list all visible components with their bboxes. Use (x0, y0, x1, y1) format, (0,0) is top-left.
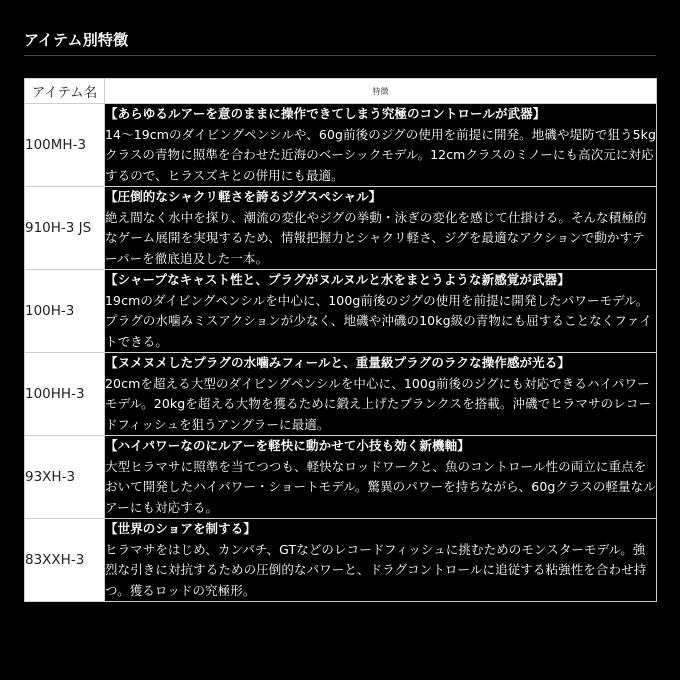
feature-cell (105, 104, 657, 187)
table-row (25, 187, 657, 270)
table-row (25, 353, 657, 436)
heading-divider (24, 55, 656, 56)
feature-lead: 【シャープなキャスト性と、プラグがヌルヌルと水をまとうような新感覚が武器】 (105, 272, 570, 287)
page-title: アイテム別特徴 (24, 31, 129, 49)
table-row (25, 519, 657, 602)
feature-body: 20cmを超える大型のダイビングペンシルを中心に、100g前後のジグにも対応できるハイパワーモデル。20kgを超える大物を獲るために鍛え上げたブランクスを搭載。沖磯でヒラマサのレコードフィッシュを狙うアングラーに最適。 (105, 375, 652, 432)
table-row (25, 104, 657, 187)
table-header-row (25, 79, 657, 104)
feature-lead: 【世界のショアを制する】 (105, 521, 256, 536)
feature-cell (105, 353, 657, 436)
item-name-cell: 100MH-3 (25, 104, 105, 187)
feature-cell (105, 436, 657, 519)
feature-lead: 【圧倒的なシャクリ軽さを誇るジグスペシャル】 (105, 189, 382, 204)
feature-cell (105, 519, 657, 602)
table-row (25, 436, 657, 519)
feature-body: 大型ヒラマサに照準を当てつつも、軽快なロッドワークと、魚のコントロール性の両立に重点をおいて開発したハイパワー・ショートモデル。驚異のパワーを持ちながら、60gクラスの軽量なルアーにも対応する。 (105, 458, 656, 515)
feature-body: 絶え間なく水中を探り、潮流の変化やジグの挙動・泳ぎの変化を感じて仕掛ける。そんな積極的なゲーム展開を実現するため、情報把握力とシャクリ軽さ、ジグを最適なアクションで動かすテーパーを徹底追及した一本。 (105, 209, 647, 266)
feature-lead: 【ハイパワーなのにルアーを軽快に動かせて小技も効く新機軸】 (105, 438, 470, 453)
feature-cell (105, 187, 657, 270)
feature-body: ヒラマサをはじめ、カンパチ、GTなどのレコードフィッシュに挑むためのモンスターモデル。強烈な引きに対抗するための圧倒的なパワーと、ドラグコントロールに追従する粘強性を合わせ持つ。獲るロッドの究極形。 (105, 541, 647, 598)
item-name-cell: 93XH-3 (25, 436, 105, 519)
feature-lead: 【ヌメヌメしたプラグの水噛みフィールと、重量級プラグのラクな操作感が光る】 (105, 355, 570, 370)
feature-lead: 【あらゆるルアーを意のままに操作できてしまう究極のコントロールが武器】 (105, 106, 546, 121)
column-header-feature: 特徴 (105, 79, 657, 104)
item-name-cell: 100H-3 (25, 270, 105, 353)
item-name-cell: 83XXH-3 (25, 519, 105, 602)
item-name-cell: 910H-3 JS (25, 187, 105, 270)
feature-body: 19cmのダイビングペンシルを中心に、100g前後のジグの使用を前提に開発したパワーモデル。プラグの水噛みミスアクションが少なく、地磯や沖磯の10kg級の青物にも屈することなくファイトできる。 (105, 292, 652, 349)
table-row (25, 270, 657, 353)
item-name-cell: 100HH-3 (25, 353, 105, 436)
item-feature-table (24, 78, 657, 602)
column-header-item: アイテム名 (25, 79, 105, 104)
feature-body: 14～19cmのダイビングペンシルや、60g前後のジグの使用を前提に開発。地磯や堤防で狙う5kgクラスの青物に照準を合わせた近海のベーシックモデル。12cmクラスのミノーにも高次元に対応するので、ヒラスズキとの併用にも最適。 (105, 126, 657, 183)
feature-cell (105, 270, 657, 353)
